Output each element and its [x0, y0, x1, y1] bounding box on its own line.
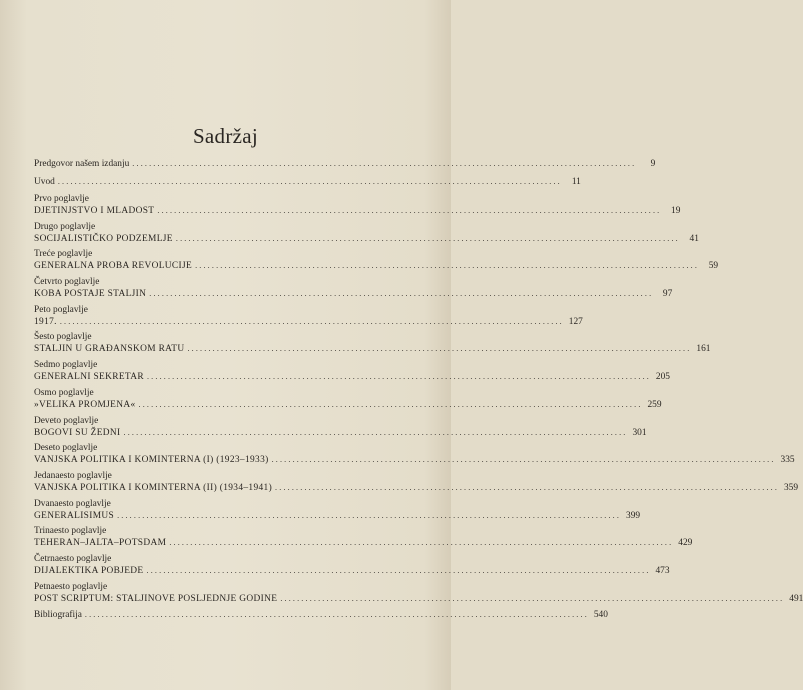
chapter-title: VANJSKA POLITIKA I KOMINTERNA (II) (1934–1941): [34, 482, 273, 493]
toc-line: [34, 205, 681, 216]
dot-leader: ........................................................................................................................: [117, 510, 622, 520]
page-number: 301: [632, 427, 647, 438]
chapter-title: KOBA POSTAJE STALJIN: [34, 289, 147, 300]
toc-line: [34, 316, 583, 327]
toc-entry: [34, 553, 670, 576]
toc-entry: [34, 609, 608, 621]
chapter-title: 1917.: [34, 316, 57, 327]
chapter-number: Petnaesto poglavlje: [34, 581, 108, 592]
dot-leader: ........................................................................................................................: [175, 233, 680, 243]
chapter-title: POST SCRIPTUM: STALJINOVE POSLJEDNJE GODINE: [34, 593, 278, 604]
chapter-title: DIJALEKTIKA POBJEDE: [34, 565, 144, 576]
page-number: 399: [626, 510, 641, 521]
toc-line: [34, 260, 719, 272]
chapter-title: DJETINJSTVO I MLADOST: [34, 206, 155, 216]
toc-entry: [34, 304, 583, 327]
toc-line: [34, 565, 670, 576]
chapter-number: Deseto poglavlje: [34, 443, 98, 454]
chapter-title: Predgovor našem izdanju: [34, 159, 130, 169]
chapter-title: Uvod: [34, 177, 55, 187]
toc-line: [34, 510, 641, 521]
chapter-number: Treće poglavlje: [34, 249, 93, 260]
page-number: 540: [593, 610, 608, 621]
page-number: 41: [689, 233, 699, 244]
chapter-title: VANJSKA POLITIKA I KOMINTERNA (I) (1923–1933): [34, 455, 269, 466]
dot-leader: ........................................................................................................................: [84, 610, 589, 620]
toc-entry: [34, 498, 641, 521]
dot-leader: ........................................................................................................................: [169, 538, 674, 548]
page-number: 161: [696, 344, 711, 355]
toc-line: [34, 176, 581, 187]
toc-line: [34, 537, 693, 549]
dot-leader: ........................................................................................................................: [157, 206, 662, 215]
toc-entry: [34, 360, 670, 383]
chapter-number: Jedanaesto poglavlje: [34, 470, 112, 481]
toc-line: [34, 233, 699, 244]
toc-line: [34, 593, 803, 604]
page-number: 259: [647, 399, 662, 410]
page-number: 335: [780, 455, 795, 466]
toc-line: [34, 371, 670, 383]
dot-leader: ........................................................................................................................: [146, 372, 651, 382]
page-number: 59: [708, 261, 719, 272]
toc-line: [34, 482, 799, 493]
chapter-title: SOCIJALISTIČKO PODZEMLJE: [34, 233, 173, 244]
dot-leader: ........................................................................................................................: [132, 159, 637, 168]
toc-entry: [34, 387, 662, 410]
toc-entry: [34, 443, 795, 466]
toc-entry: [34, 332, 711, 355]
toc-entry: [34, 249, 719, 272]
chapter-number: Šesto poglavlje: [34, 332, 92, 343]
toc-entry: [34, 194, 681, 216]
chapter-number: Osmo poglavlje: [34, 387, 94, 398]
chapter-number: Četvrto poglavlje: [34, 277, 100, 288]
chapter-title: Bibliografija: [34, 610, 82, 621]
page-number: 11: [571, 177, 581, 187]
toc-line: [34, 427, 647, 438]
page-number: 491: [789, 593, 803, 604]
chapter-title: TEHERAN–JALTA–POTSDAM: [34, 538, 167, 549]
chapter-number: Drugo poglavlje: [34, 221, 96, 232]
chapter-title: GENERALNA PROBA REVOLUCIJE: [34, 261, 193, 272]
chapter-title: »VELIKA PROMJENA«: [34, 399, 136, 410]
toc-entry: [34, 526, 693, 549]
chapter-number: Dvanaesto poglavlje: [34, 498, 111, 509]
page-number: 359: [783, 482, 799, 493]
dot-leader: ........................................................................................................................: [57, 177, 562, 186]
toc-entry: [34, 176, 581, 187]
dot-leader: ........................................................................................................................: [149, 289, 654, 299]
toc-entry: [34, 221, 699, 244]
dot-leader: ........................................................................................................................: [195, 261, 700, 271]
dot-leader: ........................................................................................................................: [271, 455, 776, 465]
chapter-title: STALJIN U GRAĐANSKOM RATU: [34, 344, 185, 355]
page-number: 205: [655, 372, 670, 383]
toc-line: [34, 158, 656, 169]
toc-line: [34, 343, 711, 355]
chapter-number: Prvo poglavlje: [34, 194, 89, 204]
toc-line: [34, 609, 608, 621]
table-of-contents: [34, 158, 803, 626]
chapter-number: Sedmo poglavlje: [34, 360, 98, 371]
chapter-title: GENERALISIMUS: [34, 510, 115, 521]
toc-entry: [34, 470, 799, 493]
page-number: 473: [655, 565, 670, 576]
toc-line: [34, 454, 795, 466]
toc-line: [34, 288, 673, 300]
chapter-number: Trinaesto poglavlje: [34, 526, 107, 537]
chapter-title: GENERALNI SEKRETAR: [34, 372, 144, 383]
page-number: 127: [568, 316, 583, 327]
page-number: 97: [662, 289, 673, 300]
chapter-number: Peto poglavlje: [34, 304, 88, 315]
dot-leader: ........................................................................................................................: [187, 344, 692, 354]
toc-line: [34, 399, 662, 410]
page-number: 9: [650, 159, 656, 169]
toc-entry: [34, 158, 656, 169]
toc-entry: [34, 277, 673, 300]
toc-entry: [34, 581, 803, 604]
dot-leader: ........................................................................................................................: [275, 482, 780, 492]
chapter-number: Četrnaesto poglavlje: [34, 553, 112, 564]
dot-leader: ........................................................................................................................: [123, 427, 628, 437]
chapter-title: BOGOVI SU ŽEDNI: [34, 427, 121, 438]
chapter-number: Deveto poglavlje: [34, 415, 99, 426]
toc-entry: [34, 415, 647, 438]
dot-leader: ........................................................................................................................: [138, 399, 643, 409]
dot-leader: ........................................................................................................................: [59, 316, 564, 326]
dot-leader: ........................................................................................................................: [146, 565, 651, 575]
dot-leader: ........................................................................................................................: [280, 593, 785, 603]
page-number: 429: [678, 538, 693, 549]
page-title: Sadržaj: [192, 124, 259, 148]
page-number: 19: [671, 206, 681, 216]
